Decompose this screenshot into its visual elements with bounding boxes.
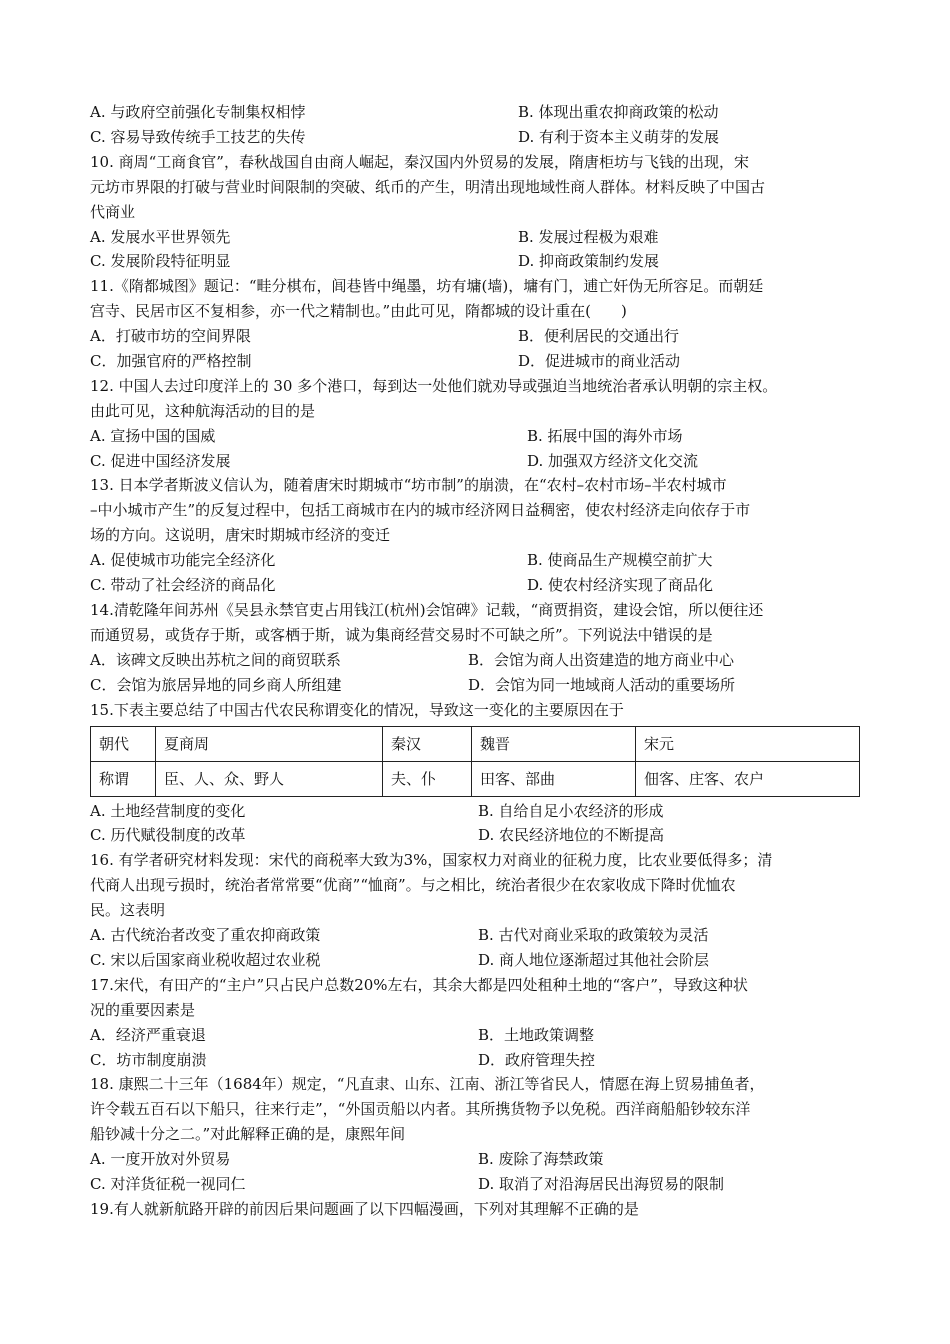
q9-option-a[interactable]: A. 与政府空前强化专制集权相悖 [90, 103, 306, 121]
q9-option-d[interactable]: D. 有利于资本主义萌芽的发展 [518, 127, 720, 146]
q9-options-row-1 [90, 100, 860, 125]
q11-option-d[interactable]: D．促进城市的商业活动 [518, 351, 681, 370]
q17-option-d[interactable]: D．政府管理失控 [478, 1050, 596, 1069]
q16-option-d[interactable]: D. 商人地位逐渐超过其他社会阶层 [478, 950, 710, 969]
q13-option-b[interactable]: B. 使商品生产规模空前扩大 [527, 551, 713, 570]
table-cell: 夫、仆 [383, 761, 472, 796]
table-row [91, 761, 860, 796]
table-cell: 魏晋 [472, 726, 636, 761]
q10-stem-line: 10. 商周“工商食官”，春秋战国自由商人崛起，秦汉国内外贸易的发展，隋唐柜坊与飞钱的出现，宋 [90, 152, 749, 171]
q16-option-c[interactable]: C. 宋以后国家商业税收超过农业税 [90, 950, 321, 969]
q11-stem-line: 11.《隋都城图》题记：“畦分棋布，闾巷皆中绳墨，坊有墉(墙)，墉有门，逋亡奸伪无所容足。而朝廷 [90, 277, 764, 296]
q17-option-b[interactable]: B．土地政策调整 [478, 1025, 595, 1044]
q15-option-c[interactable]: C. 历代赋役制度的改革 [90, 826, 246, 845]
q9-options-row-2 [90, 125, 860, 150]
q14-option-a[interactable]: A．该碑文反映出苏杭之间的商贸联系 [90, 650, 341, 669]
q10-stem-line: 元坊市界限的打破与营业时间限制的突破、纸币的产生，明清出现地域性商人群体。材料反映了中国古 [90, 177, 766, 196]
question-11 [90, 274, 860, 374]
q14-option-c[interactable]: C．会馆为旅居异地的同乡商人所组建 [90, 675, 342, 694]
exam-page [90, 100, 860, 1222]
q11-options-row-2 [90, 349, 860, 374]
q10-options-row-2 [90, 249, 860, 274]
q16-stem-line: 民。这表明 [90, 901, 166, 920]
question-12 [90, 374, 860, 474]
q10-option-a[interactable]: A. 发展水平世界领先 [90, 227, 231, 246]
q18-stem-line: 18. 康熙二十三年（1684年）规定，“凡直隶、山东、江南、浙江等省民人，情愿在海上贸易捕鱼者， [90, 1075, 765, 1094]
q17-options-row-2 [90, 1048, 860, 1073]
q12-stem-line: 12. 中国人去过印度洋上的 30 多个港口，每到达一处他们就劝导或强迫当地统治者承认明朝的宗主权。 [90, 376, 778, 395]
table-cell: 夏商周 [156, 726, 383, 761]
q19-stem-line: 19.有人就新航路开辟的前因后果问题画了以下四幅漫画，下列对其理解不正确的是 [90, 1199, 639, 1218]
table-cell: 臣、人、众、野人 [156, 761, 383, 796]
q12-options-row-2 [90, 449, 860, 474]
q11-stem-line: 宫寺、民居市区不复相参，亦一代之精制也。”由此可见，隋都城的设计重在( ) [90, 302, 627, 321]
q9-option-c[interactable]: C. 容易导致传统手工技艺的失传 [90, 127, 306, 146]
q12-option-a[interactable]: A. 宣扬中国的国威 [90, 426, 216, 445]
q13-options-row-2 [90, 573, 860, 598]
q15-stem-line: 15.下表主要总结了中国古代农民称谓变化的情况，导致这一变化的主要原因在于 [90, 700, 624, 719]
q18-option-b[interactable]: B. 废除了海禁政策 [478, 1150, 604, 1169]
q13-option-a[interactable]: A. 促使城市功能完全经济化 [90, 551, 276, 570]
q15-table [90, 726, 860, 797]
table-cell: 称谓 [91, 761, 156, 796]
q18-options-row-1 [90, 1147, 860, 1172]
q12-options-row-1 [90, 424, 860, 449]
q16-stem-line: 16. 有学者研究材料发现：宋代的商税率大致为3%，国家权力对商业的征税力度，比农业要低得多；清 [90, 851, 773, 870]
q10-options-row-1 [90, 225, 860, 250]
q13-stem-line: –中小城市产生”的反复过程中，包括工商城市在内的城市经济网日益稠密，使农村经济走向依存于市 [90, 501, 751, 520]
question-13 [90, 473, 860, 598]
question-16 [90, 848, 860, 973]
q17-options-row-1 [90, 1023, 860, 1048]
q15-options-row-1 [90, 799, 860, 824]
q17-option-a[interactable]: A．经济严重衰退 [90, 1025, 206, 1044]
q17-option-c[interactable]: C．坊市制度崩溃 [90, 1050, 207, 1069]
q16-option-b[interactable]: B. 古代对商业采取的政策较为灵活 [478, 926, 709, 945]
q14-option-d[interactable]: D．会馆为同一地域商人活动的重要场所 [468, 675, 736, 694]
q12-option-c[interactable]: C. 促进中国经济发展 [90, 451, 231, 470]
q10-option-c[interactable]: C. 发展阶段特征明显 [90, 252, 231, 271]
q17-stem-line: 况的重要因素是 [90, 1000, 196, 1019]
q18-options-row-2 [90, 1172, 860, 1197]
question-14 [90, 598, 860, 698]
q12-option-d[interactable]: D. 加强双方经济文化交流 [527, 451, 699, 470]
q17-stem-line: 17.宋代，有田产的“主户”只占民户总数20%左右，其余大都是四处租种土地的“客户”，导致这种状 [90, 975, 748, 994]
q16-options-row-2 [90, 948, 860, 973]
q10-option-d[interactable]: D. 抑商政策制约发展 [518, 252, 660, 271]
question-17 [90, 973, 860, 1073]
question-15 [90, 698, 860, 849]
q12-option-b[interactable]: B. 拓展中国的海外市场 [527, 426, 683, 445]
q11-option-a[interactable]: A．打破市坊的空间界限 [90, 327, 251, 346]
q9-option-b[interactable]: B. 体现出重农抑商政策的松动 [518, 103, 719, 121]
q18-stem-line: 船钞减十分之二。”对此解释正确的是，康熙年间 [90, 1125, 406, 1144]
q14-options-row-1 [90, 648, 860, 673]
q14-options-row-2 [90, 673, 860, 698]
q11-option-c[interactable]: C．加强官府的严格控制 [90, 351, 252, 370]
q15-option-b[interactable]: B. 自给自足小农经济的形成 [478, 801, 664, 820]
q13-stem-line: 场的方向。这说明，唐宋时期城市经济的变迁 [90, 526, 391, 545]
q14-stem-line: 而通贸易，或货存于斯，或客栖于斯，诚为集商经营交易时不可缺之所”。下列说法中错误的是 [90, 625, 713, 644]
table-cell: 秦汉 [383, 726, 472, 761]
q15-option-d[interactable]: D. 农民经济地位的不断提高 [478, 826, 665, 845]
q13-option-c[interactable]: C. 带动了社会经济的商品化 [90, 576, 276, 595]
q14-option-b[interactable]: B．会馆为商人出资建造的地方商业中心 [468, 650, 735, 669]
q11-option-b[interactable]: B．便利居民的交通出行 [518, 327, 680, 346]
q18-option-d[interactable]: D. 取消了对沿海居民出海贸易的限制 [478, 1175, 725, 1194]
q18-stem-line: 许令载五百石以下船只，往来行走”，“外国贡船以内者。其所携货物予以免税。西洋商船船钞较东洋 [90, 1100, 751, 1119]
question-18 [90, 1072, 860, 1197]
q16-option-a[interactable]: A. 古代统治者改变了重农抑商政策 [90, 926, 321, 945]
q15-options-row-2 [90, 823, 860, 848]
table-cell: 佃客、庄客、农户 [636, 761, 860, 796]
q13-stem-line: 13. 日本学者斯波义信认为，随着唐宋时期城市“坊市制”的崩溃，在“农村–农村市场–半农村城市 [90, 476, 727, 495]
q13-options-row-1 [90, 548, 860, 573]
q16-options-row-1 [90, 923, 860, 948]
q10-stem-line: 代商业 [90, 202, 136, 221]
q18-option-a[interactable]: A. 一度开放对外贸易 [90, 1150, 231, 1169]
q14-stem-line: 14.清乾隆年间苏州《吴县永禁官吏占用钱江(杭州)会馆碑》记载，“商贾捐资，建设会馆，所以便往还 [90, 600, 764, 619]
q18-option-c[interactable]: C. 对洋货征税一视同仁 [90, 1175, 246, 1194]
q15-option-a[interactable]: A. 土地经营制度的变化 [90, 801, 246, 820]
table-row [91, 726, 860, 761]
q16-stem-line: 代商人出现亏损时，统治者常常要“优商”“恤商”。与之相比，统治者很少在农家收成下降时优恤农 [90, 876, 736, 895]
question-19 [90, 1197, 860, 1222]
table-cell: 朝代 [91, 726, 156, 761]
table-cell: 田客、部曲 [472, 761, 636, 796]
q11-options-row-1 [90, 324, 860, 349]
q13-option-d[interactable]: D. 使农村经济实现了商品化 [527, 576, 714, 595]
table-cell: 宋元 [636, 726, 860, 761]
question-10 [90, 150, 860, 275]
q12-stem-line: 由此可见，这种航海活动的目的是 [90, 401, 316, 420]
q10-option-b[interactable]: B. 发展过程极为艰难 [518, 227, 659, 246]
